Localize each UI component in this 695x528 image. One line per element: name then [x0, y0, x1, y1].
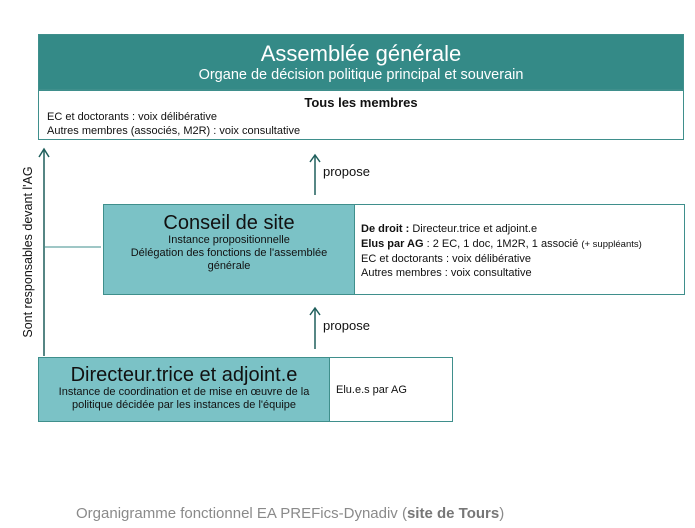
conseil-subtitle-3: générale	[207, 260, 251, 272]
conseil-de-droit-value: Directeur.trice et adjoint.e	[409, 223, 538, 235]
conseil-subtitle-1: Instance propositionnelle	[168, 234, 290, 246]
caption	[76, 505, 504, 522]
assemblee-title: Assemblée générale	[260, 41, 462, 66]
propose-label-bottom: propose	[323, 318, 370, 333]
responsables-label: Sont responsables devant l'AG	[21, 166, 35, 338]
directeur-subtitle-2: politique décidée par les instances de l'équipe	[71, 399, 297, 411]
caption-suffix: )	[499, 505, 505, 522]
conseil-voix-deliberative: EC et doctorants : voix délibérative	[361, 253, 531, 265]
conseil-voix-consultative: Autres membres : voix consultative	[361, 267, 532, 279]
assemblee-members-title: Tous les membres	[304, 95, 418, 110]
directeur-elus: Elu.e.s par AG	[336, 384, 407, 396]
assemblee-voix-consultative: Autres membres (associés, M2R) : voix consultative	[47, 125, 301, 137]
assemblee-subtitle: Organe de décision politique principal et souverain	[198, 67, 524, 83]
conseil-title: Conseil de site	[163, 212, 295, 234]
conseil-elus-suppleants: (+ suppléants)	[581, 239, 642, 250]
conseil-elus-label: Elus par AG	[361, 238, 424, 250]
conseil-de-droit-label: De droit :	[361, 223, 410, 235]
caption-site: site de Tours	[406, 505, 500, 522]
propose-label-top: propose	[323, 164, 370, 179]
conseil-elus-value: : 2 EC, 1 doc, 1M2R, 1 associé	[423, 238, 582, 250]
conseil-subtitle-2: Délégation des fonctions de l'assemblée	[130, 247, 328, 259]
directeur-subtitle-1: Instance de coordination et de mise en œuvre de la	[58, 386, 310, 398]
assemblee-voix-deliberative: EC et doctorants : voix délibérative	[47, 111, 217, 123]
caption-prefix: Organigramme fonctionnel EA PREFics-Dynadiv (	[76, 505, 407, 522]
directeur-title: Directeur.trice et adjoint.e	[70, 364, 298, 386]
